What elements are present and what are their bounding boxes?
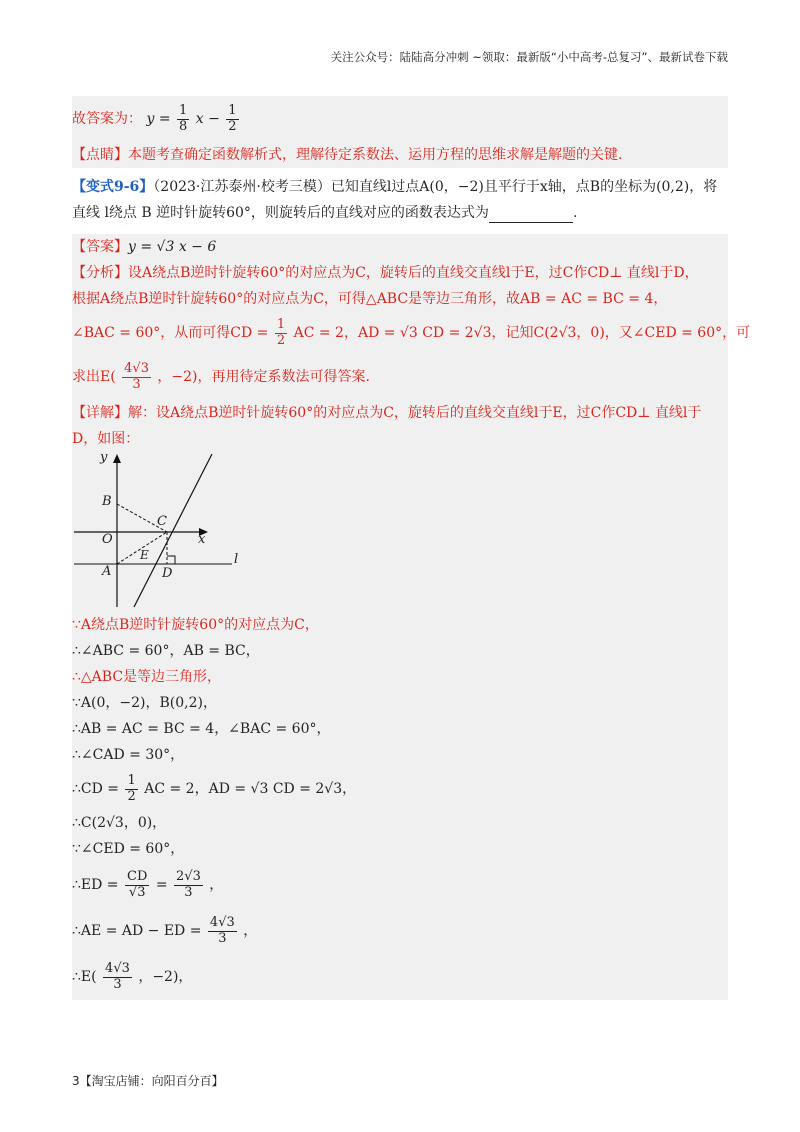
solution-block	[72, 234, 751, 1000]
page-footer: 3【淘宝店铺：向阳百分百】	[72, 1074, 224, 1088]
label-e: E	[140, 548, 149, 562]
answer-label: 【答案】	[72, 239, 128, 255]
label-l: l	[234, 552, 239, 567]
answer-value: y = √3 x − 6	[128, 239, 217, 255]
analysis-line-2: 根据A绕点B逆时针旋转60°的对应点为C，可得△ABC是等边三角形，故AB = AC = BC = 4，	[72, 291, 668, 307]
detail-line-2: D，如图：	[72, 431, 140, 447]
analysis-line-3: ∠BAC = 60°，从而可得CD = $\frac{1}{2}$ AC = 2，AD = √3 CD = 2√3，记知C(2√3，0)，又∠CED = 60°，可	[72, 317, 751, 348]
analysis-fraction-half: $\frac{1}{2}$	[276, 317, 286, 348]
right-angle-mark	[167, 556, 175, 564]
label-b: B	[102, 494, 112, 509]
previous-answer-block	[72, 96, 728, 168]
step-12: ∴E( $\frac{4√3}{3}$ ，−2)，	[72, 961, 193, 992]
analysis-label: 【分析】	[72, 265, 128, 281]
step-1: ∵A绕点B逆时针旋转60°的对应点为C，	[72, 617, 319, 633]
page-content	[72, 96, 751, 1000]
step-11-fraction: $\frac{4√3}{3}$	[209, 915, 235, 946]
step-2: ∴∠ABC = 60°，AB = BC，	[72, 643, 260, 659]
step-7-fraction: $\frac{1}{2}$	[127, 773, 136, 804]
label-c: C	[157, 514, 167, 529]
problem-text-2: 直线 l绕点 B 逆时针旋转60°，则旋转后的直线对应的函数表达式为	[72, 205, 489, 221]
answer-lhs: y =	[146, 111, 171, 127]
step-5: ∴AB = AC = BC = 4，∠BAC = 60°，	[72, 721, 331, 737]
detail-line-1: 【详解】解：设A绕点B逆时针旋转60°的对应点为C，旋转后的直线交直线l于E，过C作CD⊥ 直线l于	[72, 405, 702, 421]
label-x: x	[198, 532, 206, 547]
problem-tag: 【变式9-6】	[72, 179, 154, 195]
label-o: O	[102, 532, 113, 547]
answer-mid: x −	[195, 111, 220, 127]
step-12-fraction: $\frac{4√3}{3}$	[105, 961, 130, 992]
previous-answer-line	[72, 96, 728, 142]
step-6: ∴∠CAD = 30°，	[72, 747, 185, 763]
page-header: 关注公众号：陆陆高分冲刺 ~领取：最新版“小中高考-总复习”、最新试卷下载	[330, 50, 728, 64]
problem-line-1	[72, 174, 728, 200]
step-8: ∴C(2√3，0)，	[72, 815, 167, 831]
step-10-fraction-1: $\frac{CD}{√3}$	[127, 869, 148, 900]
analysis-line-4: 求出E( $\frac{4√3}{3}$ ，−2)，再用待定系数法可得答案.	[72, 361, 370, 392]
geometry-diagram	[72, 452, 728, 612]
problem-line-2: 直线 l绕点 B 逆时针旋转60°，则旋转后的直线对应的函数表达式为 .	[72, 205, 578, 221]
step-10-fraction-2: $\frac{2√3}{3}$	[176, 869, 201, 900]
y-axis-arrow	[113, 454, 121, 463]
label-y: y	[100, 450, 108, 465]
step-3: ∴△ABC是等边三角形，	[72, 669, 222, 685]
analysis-line-1: 【分析】设A绕点B逆时针旋转60°的对应点为C，旋转后的直线交直线l于E，过C作CD⊥ 直线l于D，	[72, 265, 699, 281]
answer-blank	[489, 208, 573, 223]
detail-label: 【详解】	[72, 405, 128, 421]
step-7: ∴CD = $\frac{1}{2}$ AC = 2，AD = √3 CD = 2√3，	[72, 773, 357, 804]
answer-fraction-2: $\frac{1}{2}$	[228, 103, 237, 134]
answer-fraction-1: $\frac{1}{8}$	[179, 103, 188, 134]
step-10: ∴ED = $\frac{CD}{√3}$ = $\frac{2√3}{3}$ ，	[72, 869, 224, 900]
step-11: ∴AE = AD − ED = $\frac{4√3}{3}$ ，	[72, 915, 258, 946]
label-d: D	[162, 566, 173, 581]
problem-text-1: （2023·江苏泰州·校考三模）已知直线l过点A(0，−2)且平行于x轴，点B的坐标为(0,2)，将	[153, 179, 718, 195]
comment-line: 【点睛】本题考查确定函数解析式，理解待定系数法、运用方程的思维求解是解题的关键.	[72, 147, 623, 163]
answer-prefix: 故答案为：	[72, 111, 142, 127]
step-9: ∵∠CED = 60°，	[72, 841, 185, 857]
step-4: ∵A(0，−2)，B(0,2)，	[72, 695, 217, 711]
analysis-fraction-e: $\frac{4√3}{3}$	[124, 361, 149, 392]
answer-line	[72, 234, 728, 260]
label-a: A	[102, 564, 112, 579]
